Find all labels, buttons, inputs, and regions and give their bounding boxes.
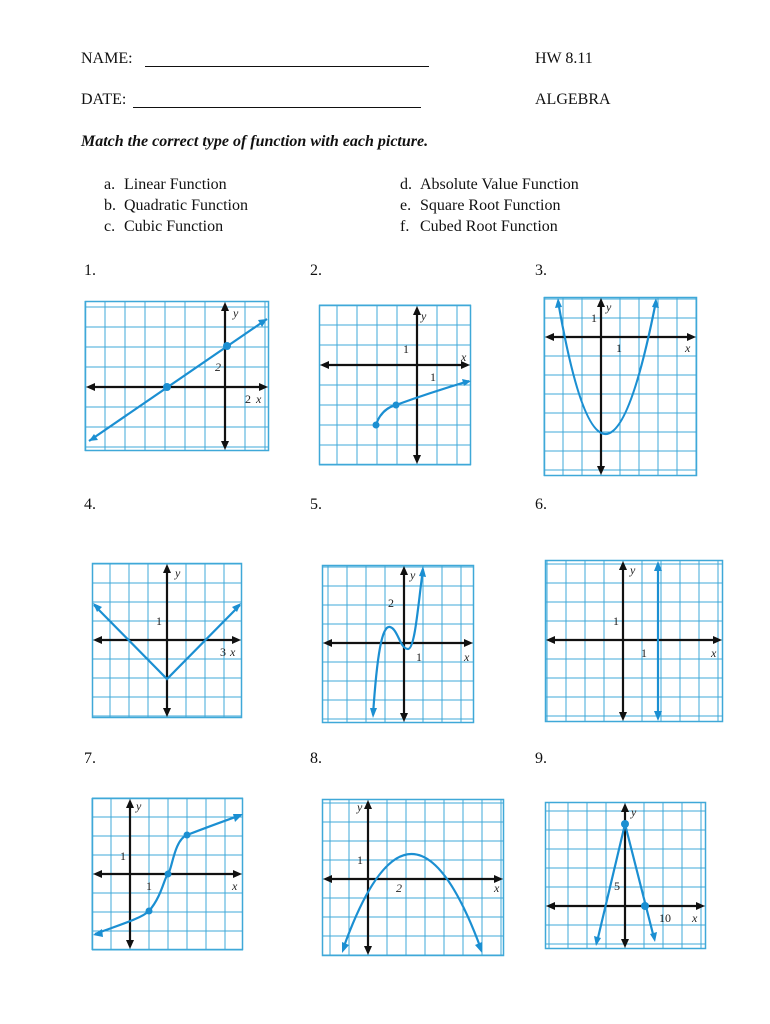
problem-number-5: 5. [310, 496, 322, 513]
choice-letter: f. [400, 218, 410, 235]
point-marker [163, 383, 171, 391]
axes [323, 566, 473, 722]
choice-b [104, 197, 248, 215]
x-tick-label: 1 [430, 370, 436, 384]
choice-text: Square Root Function [420, 197, 561, 214]
axis-arrowhead [232, 636, 241, 644]
grid-lines [544, 297, 697, 476]
axes [93, 564, 241, 717]
graph-9 [545, 802, 706, 949]
axis-arrowhead [86, 383, 95, 391]
point-marker [373, 422, 380, 429]
choice-letter: d. [400, 176, 412, 193]
axis-arrowhead [400, 713, 408, 722]
curve-arrowhead [650, 932, 657, 942]
axis-arrowhead [364, 946, 372, 955]
x-axis-label: x [494, 881, 500, 895]
point-marker [641, 902, 649, 910]
graph-1 [85, 301, 269, 451]
y-tick-label: 1 [591, 311, 597, 325]
date-label: DATE: [81, 91, 127, 108]
curve-arrowhead [370, 708, 377, 718]
x-axis-label: x [230, 645, 236, 659]
choice-c [104, 218, 223, 236]
grid-lines [85, 301, 269, 451]
graph-8 [322, 799, 504, 956]
axis-arrowhead [93, 636, 102, 644]
choice-letter: a. [104, 176, 116, 193]
name-label: NAME: [81, 50, 133, 67]
x-tick-label: 2 [396, 881, 402, 895]
x-axis-label: x [232, 879, 238, 893]
y-tick-label: 1 [357, 853, 363, 867]
problem-number-6: 6. [535, 496, 547, 513]
choice-d [400, 176, 579, 194]
instructions: Match the correct type of function with each picture. [81, 133, 429, 150]
axis-arrowhead [233, 870, 242, 878]
x-tick-label: 2 [245, 392, 251, 406]
problem-number-9: 9. [535, 750, 547, 767]
y-tick-label: 1 [120, 849, 126, 863]
y-axis-label: y [631, 805, 637, 819]
function-curve [558, 301, 656, 434]
choice-text: Cubed Root Function [420, 218, 558, 235]
choice-a [104, 176, 227, 194]
axis-arrowhead [93, 870, 102, 878]
graph-5 [322, 565, 474, 723]
name-field[interactable] [145, 66, 429, 67]
y-axis-label: y [410, 568, 416, 582]
x-tick-label: 10 [659, 911, 671, 925]
function-curve [343, 854, 481, 949]
axis-arrowhead [464, 639, 473, 647]
choice-text: Quadratic Function [124, 197, 248, 214]
point-marker [165, 871, 172, 878]
x-tick-label: 1 [146, 879, 152, 893]
axis-arrowhead [546, 902, 555, 910]
x-axis-label: x [711, 646, 717, 660]
axis-arrowhead [126, 940, 134, 949]
y-axis-label: y [421, 309, 427, 323]
problem-number-7: 7. [84, 750, 96, 767]
axis-arrowhead [364, 800, 372, 809]
choice-letter: c. [104, 218, 116, 235]
problem-number-2: 2. [310, 262, 322, 279]
graph-7 [92, 798, 243, 950]
choice-f [400, 218, 558, 236]
choice-text: Absolute Value Function [420, 176, 579, 193]
point-marker [184, 832, 191, 839]
graph-2 [319, 305, 471, 465]
problem-number-1: 1. [84, 262, 96, 279]
x-axis-label: x [692, 911, 698, 925]
curve-arrowhead [93, 929, 103, 937]
x-tick-label: 1 [416, 650, 422, 664]
axis-arrowhead [545, 333, 554, 341]
curve-arrowhead [419, 566, 426, 577]
axis-arrowhead [163, 564, 171, 573]
y-axis-label: y [630, 563, 636, 577]
x-tick-label: 3 [220, 645, 226, 659]
axis-arrowhead [687, 333, 696, 341]
axis-arrowhead [413, 306, 421, 315]
axis-arrowhead [126, 799, 134, 808]
graph-6 [545, 560, 723, 722]
grid-lines [319, 305, 471, 465]
function-curve [376, 381, 469, 425]
x-axis-label: x [685, 341, 691, 355]
y-tick-label: 5 [614, 879, 620, 893]
curve-arrowhead [233, 814, 243, 822]
point-marker [621, 820, 629, 828]
choice-letter: b. [104, 197, 116, 214]
y-axis-label: y [136, 799, 142, 813]
point-marker [393, 402, 400, 409]
axis-arrowhead [413, 455, 421, 464]
y-tick-label: 1 [156, 614, 162, 628]
x-axis-label: x [464, 650, 470, 664]
axis-arrowhead [259, 383, 268, 391]
axis-arrowhead [619, 561, 627, 570]
y-tick-label: 1 [403, 342, 409, 356]
axis-arrowhead [323, 875, 332, 883]
point-marker [146, 908, 153, 915]
point-marker [223, 342, 231, 350]
hw-label: HW 8.11 [535, 50, 593, 67]
date-field[interactable] [133, 107, 421, 108]
curve-arrowhead [342, 942, 349, 953]
curve-arrowhead [475, 942, 482, 953]
y-axis-label: y [606, 300, 612, 314]
choice-e [400, 197, 560, 215]
x-axis-label: x [461, 350, 467, 364]
y-tick-label: 2 [215, 360, 221, 374]
y-tick-label: 2 [388, 596, 394, 610]
axis-arrowhead [320, 361, 329, 369]
y-axis-label: y [175, 566, 181, 580]
problem-number-8: 8. [310, 750, 322, 767]
axis-arrowhead [621, 803, 629, 812]
problem-number-3: 3. [535, 262, 547, 279]
axis-arrowhead [221, 441, 229, 450]
x-tick-label: 1 [616, 341, 622, 355]
y-axis-label: y [233, 306, 239, 320]
x-tick-label: 1 [641, 646, 647, 660]
graph-4 [92, 563, 242, 718]
x-axis-label: x [256, 392, 262, 406]
problem-number-4: 4. [84, 496, 96, 513]
choice-text: Cubic Function [124, 218, 224, 235]
axes [86, 302, 268, 450]
y-axis-label: y [357, 800, 363, 814]
function-curve [89, 319, 267, 441]
graph-3 [544, 297, 697, 476]
y-tick-label: 1 [613, 614, 619, 628]
choice-letter: e. [400, 197, 412, 214]
choice-text: Linear Function [124, 176, 227, 193]
subject-label: ALGEBRA [535, 91, 611, 108]
